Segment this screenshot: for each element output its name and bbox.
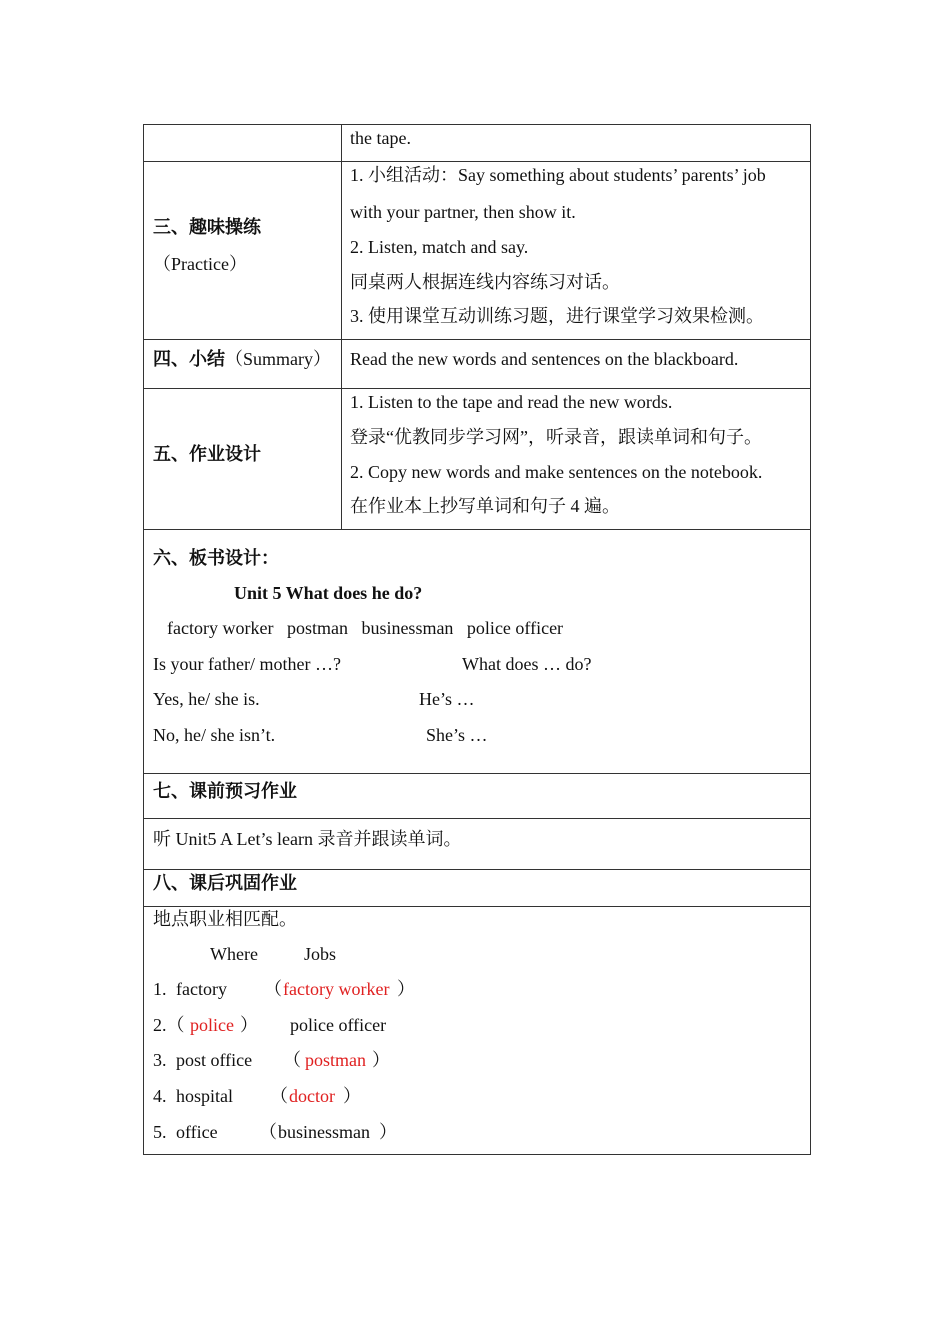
board-answer2-right: She’s … — [426, 725, 488, 745]
match-item-3-answer: postman — [305, 1050, 366, 1070]
match-item-1-close: ） — [397, 979, 415, 999]
match-item-5-close: ） — [379, 1122, 397, 1142]
practice-line-2: with your partner, then show it. — [350, 202, 576, 222]
match-item-2-answer: police — [190, 1015, 234, 1035]
match-item-4-close: ） — [343, 1086, 361, 1106]
border-column-divider — [341, 124, 342, 529]
board-words: factory worker postman businessman police officer — [167, 618, 564, 638]
board-answer1-left: Yes, he/ she is. — [153, 689, 260, 709]
border-row2-top — [143, 339, 811, 340]
column-where: Where — [210, 944, 258, 964]
homework-title: 五、作业设计 — [153, 444, 261, 464]
border-preview-content-top — [143, 818, 811, 819]
practice-line-1: 1. 小组活动：Say something about students’ parents’ job — [350, 165, 766, 185]
column-jobs: Jobs — [304, 944, 337, 964]
summary-title: 四、小结 — [153, 349, 225, 369]
match-item-3-number: 3. — [153, 1050, 167, 1070]
board-answer2-left: No, he/ she isn’t. — [153, 725, 276, 745]
match-item-1-answer: factory worker — [283, 979, 390, 999]
match-item-4-number: 4. — [153, 1086, 167, 1106]
board-question-left: Is your father/ mother …? — [153, 654, 341, 674]
match-item-4-answer: doctor — [289, 1086, 335, 1106]
review-instruction: 地点职业相匹配。 — [153, 909, 297, 929]
review-heading: 八、课后巩固作业 — [153, 873, 297, 893]
border-right — [810, 124, 811, 1155]
match-item-3-open: （ — [283, 1050, 301, 1070]
match-item-1-place: factory — [176, 979, 227, 999]
match-item-2-job: police officer — [290, 1015, 387, 1035]
border-row1-top — [143, 161, 811, 162]
homework-line-3: 2. Copy new words and make sentences on the notebook. — [350, 462, 763, 482]
homework-line-1: 1. Listen to the tape and read the new words. — [350, 392, 673, 412]
summary-label — [153, 348, 331, 370]
board-heading: 六、板书设计： — [153, 548, 279, 568]
board-title: Unit 5 What does he do? — [234, 583, 423, 603]
match-item-4-open: （ — [270, 1086, 288, 1106]
match-item-5-place: office — [176, 1122, 218, 1142]
row0-text: the tape. — [350, 128, 411, 148]
border-preview-top — [143, 773, 811, 774]
match-item-2-close: ） — [240, 1015, 258, 1035]
homework-line-4: 在作业本上抄写单词和句子 4 遍。 — [350, 496, 620, 516]
match-item-3-place: post office — [176, 1050, 253, 1070]
match-item-3-close: ） — [372, 1050, 390, 1070]
match-item-2-number: 2.（ — [153, 1015, 185, 1035]
preview-content: 听 Unit5 A Let’s learn 录音并跟读单词。 — [153, 829, 462, 849]
match-item-1-open: （ — [264, 979, 282, 999]
border-review-top — [143, 869, 811, 870]
match-item-5-number: 5. — [153, 1122, 167, 1142]
border-review-content-top — [143, 906, 811, 907]
practice-line-3: 2. Listen, match and say. — [350, 237, 529, 257]
homework-line-2: 登录“优教同步学习网”，听录音，跟读单词和句子。 — [350, 427, 762, 447]
summary-text: Read the new words and sentences on the blackboard. — [350, 349, 739, 369]
border-top — [143, 124, 811, 125]
match-item-4-place: hospital — [176, 1086, 233, 1106]
practice-line-4: 同桌两人根据连线内容练习对话。 — [350, 272, 620, 292]
match-item-5-answer: businessman — [278, 1122, 370, 1142]
border-left — [143, 124, 144, 1155]
match-item-1-number: 1. — [153, 979, 167, 999]
summary-subtitle: （Summary） — [225, 349, 331, 369]
match-item-5-open: （ — [259, 1122, 277, 1142]
border-bottom — [143, 1154, 811, 1155]
border-board-top — [143, 529, 811, 530]
board-question-right: What does … do? — [462, 654, 592, 674]
practice-subtitle: （Practice） — [153, 254, 247, 274]
board-answer1-right: He’s … — [419, 689, 475, 709]
practice-line-5: 3. 使用课堂互动训练习题，进行课堂学习效果检测。 — [350, 306, 764, 326]
border-row3-top — [143, 388, 811, 389]
preview-heading: 七、课前预习作业 — [153, 781, 297, 801]
practice-title: 三、趣味操练 — [153, 217, 261, 237]
